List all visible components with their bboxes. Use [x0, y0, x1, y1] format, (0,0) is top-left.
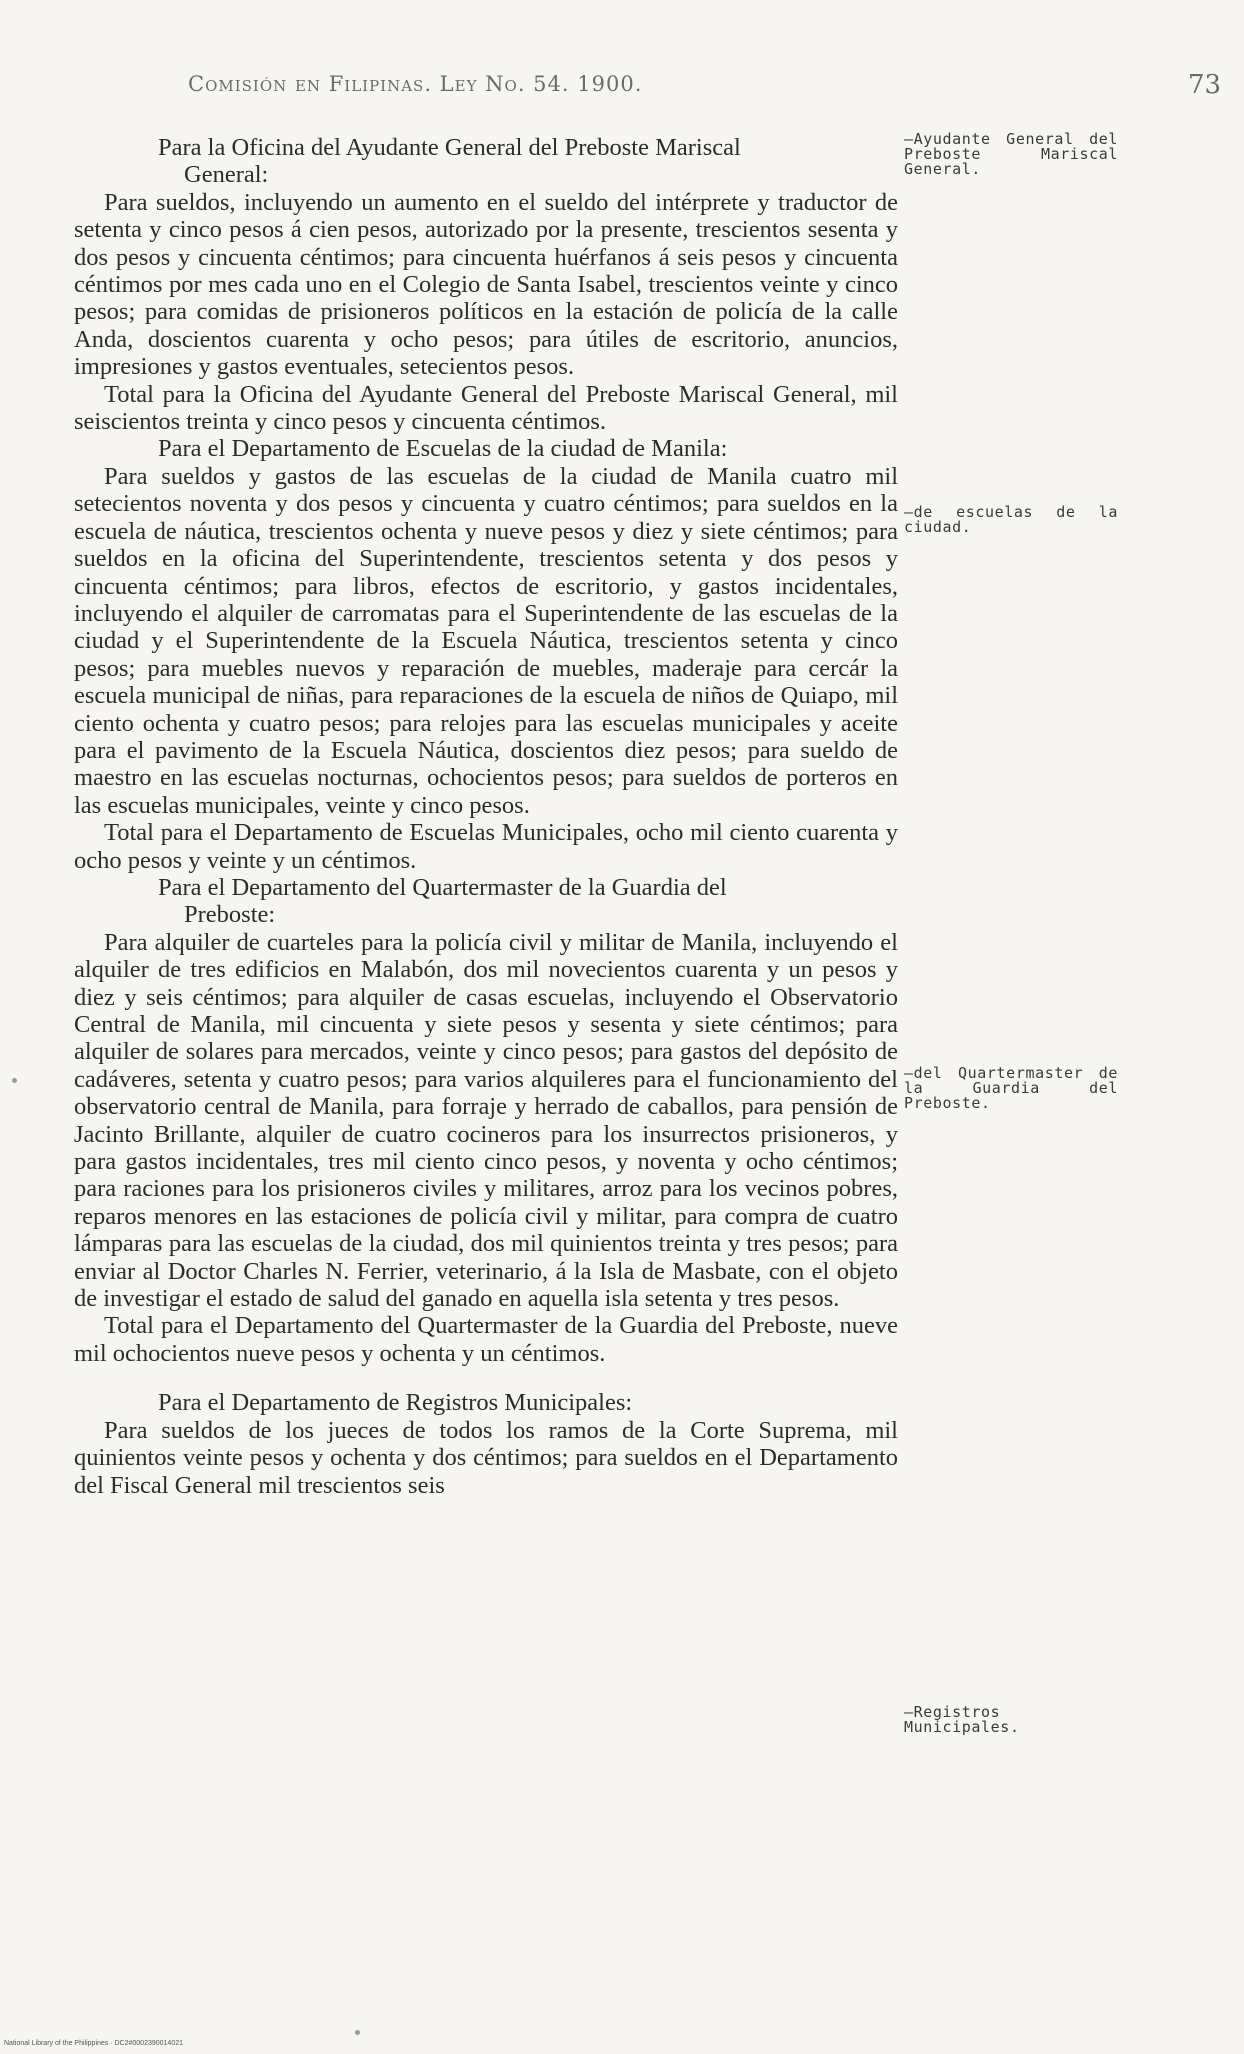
body-text [74, 134, 898, 1499]
section-body-ayudante: Para sueldos, incluyendo un aumento en el sueldo del intérprete y traductor de setenta y cinco pesos á cien pesos, autorizado por la presente, trescientos sesenta y dos pesos y cincuenta céntimos; para cincuenta huérfanos á seis pesos y cincuenta céntimos por mes cada uno en el Colegio de Santa Isabel, trescientos veinte y cinco pesos; para comidas de prisioneros políticos en la estación de policía de la calle Anda, doscientos cuarenta y ocho pesos; para útiles de escritorio, anuncios, impresiones y gastos eventuales, setecientos pesos. [74, 188, 898, 381]
margin-note-escuelas: —de escuelas de la ciudad. [904, 503, 1118, 536]
section-heading-ayudante: Para la Oficina del Ayudante General del Preboste Mariscal General: [158, 134, 741, 189]
section-total-quartermaster: Total para el Departamento del Quartermaster de la Guardia del Preboste, nueve mil ochocientos nueve pesos y ochenta y un céntimos. [74, 1312, 898, 1367]
section-heading-escuelas: Para el Departamento de Escuelas de la ciudad de Manila: [158, 435, 728, 463]
page-number: 73 [1188, 70, 1222, 100]
section-heading-registros: Para el Departamento de Registros Municipales: [158, 1389, 633, 1417]
section-body-escuelas: Para sueldos y gastos de las escuelas de la ciudad de Manila cuatro mil setecientos noventa y dos pesos y cincuenta y cuatro céntimos; para sueldos en la escuela de náutica, trescientos ochenta y nueve pesos y diez y siete céntimos; para sueldos en la oficina del Superintendente, trescientos setenta y dos pesos y cincuenta céntimos; para libros, efectos de escritorio, y gastos incidentales, incluyendo el alquiler de carromatas para el Superintendente de las escuelas de la ciudad y el Superintendente de la Escuela Náutica, trescientos setenta y cinco pesos; para muebles nuevos y reparación de muebles, maderaje para cercár la escuela municipal de niñas, para reparaciones de la escuela de niños de Quiapo, mil ciento ochenta y cuatro pesos; para relojes para las escuelas municipales y aceite para el pavimento de la Escuela Náutica, doscientos diez pesos; para sueldo de maestro en las escuelas nocturnas, ochocientos pesos; para sueldos de porteros en las escuelas municipales, veinte y cinco pesos. [74, 462, 898, 819]
running-head: Comisión en Filipinas. Ley No. 54. 1900. [188, 72, 643, 96]
scan-speck [355, 2030, 360, 2035]
scan-credit: National Library of the Philippines · DC2#0002390014021 [4, 2040, 184, 2047]
scan-speck [12, 1078, 17, 1083]
section-total-ayudante: Total para la Oficina del Ayudante General del Preboste Mariscal General, mil seiscientos treinta y cinco pesos y cincuenta céntimos. [74, 380, 898, 436]
margin-note-quartermaster: —del Quartermaster de la Guardia del Preboste. [904, 1064, 1118, 1112]
margin-note-registros: —Registros Municipales. [904, 1703, 1020, 1736]
margin-note-ayudante: —Ayudante General del Preboste Mariscal General. [904, 130, 1118, 178]
section-body-quartermaster: Para alquiler de cuarteles para la policía civil y militar de Manila, incluyendo el alquiler de tres edificios en Malabón, dos mil novecientos cuarenta y un pesos y diez y seis céntimos; para alquiler de casas escuelas, incluyendo el Observatorio Central de Manila, mil cincuenta y siete pesos y sesenta y siete céntimos; para alquiler de solares para mercados, veinte y cinco pesos; para gastos del depósito de cadáveres, setenta y cuatro pesos; para varios alquileres para el funcionamiento del observatorio central de Manila, para forraje y herrado de caballos, para pensión de Jacinto Brillante, alquiler de cuatro cocineros para los insurrectos prisioneros, y para gastos incidentales, tres mil ciento cinco pesos, y noventa y ocho céntimos; para raciones para los prisioneros civiles y militares, arroz para los vecinos pobres, reparos menores en las estaciones de policía civil y militar, para compra de cuatro lámparas para las escuelas de la ciudad, dos mil quinientos treinta y tres pesos; para enviar al Doctor Charles N. Ferrier, veterinario, á la Isla de Masbate, con el objeto de investigar el estado de salud del ganado en aquella isla setenta y tres pesos. [74, 928, 898, 1313]
section-total-escuelas: Total para el Departamento de Escuelas Municipales, ocho mil ciento cuarenta y ocho pesos y veinte y un céntimos. [74, 819, 898, 874]
section-heading-quartermaster: Para el Departamento del Quartermaster de la Guardia del Preboste: [158, 873, 727, 929]
section-body-registros: Para sueldos de los jueces de todos los ramos de la Corte Suprema, mil quinientos veinte pesos y ochenta y dos céntimos; para sueldos en el Departamento del Fiscal General mil trescientos seis [74, 1416, 898, 1499]
